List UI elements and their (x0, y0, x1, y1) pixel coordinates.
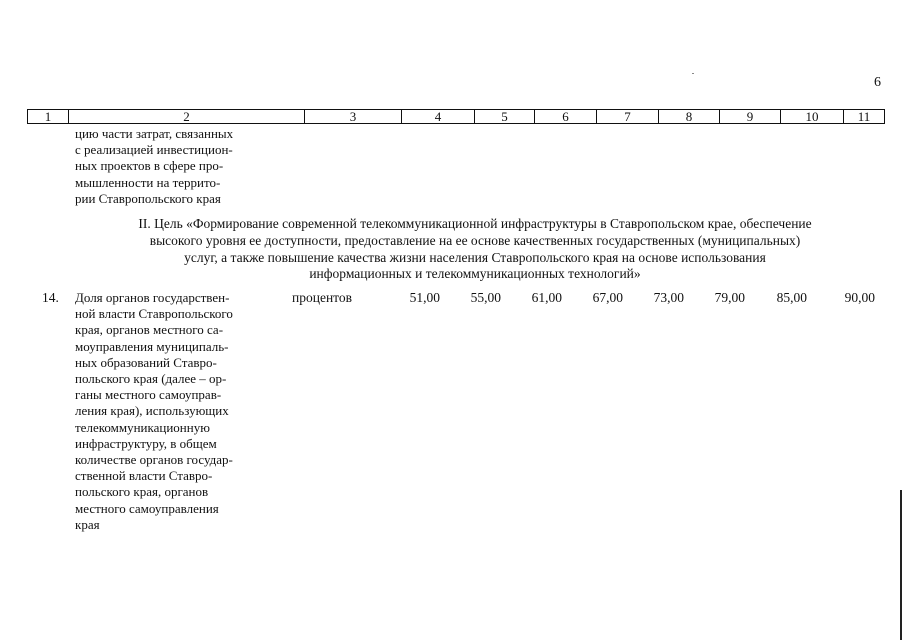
continuation-line: мышленности на террито- (75, 174, 221, 190)
description-line: ственной власти Ставро- (75, 468, 213, 484)
continuation-line: рии Ставропольского края (75, 190, 221, 206)
continuation-line: цию части затрат, связанных (75, 126, 234, 141)
header-col-8: 8 (659, 110, 720, 123)
value-col-9: 79,00 (714, 290, 745, 305)
header-col-1: 1 (28, 110, 69, 123)
description-line: польского края (далее – ор- (75, 371, 227, 387)
header-col-6: 6 (535, 110, 597, 123)
section-heading-line: высокого уровня ее доступности, предоставление на ее основе качественных государственных (муниципальных) (149, 232, 801, 248)
header-col-2: 2 (69, 110, 305, 123)
indicator-description (75, 290, 265, 533)
header-col-9: 9 (720, 110, 781, 123)
header-col-4: 4 (402, 110, 475, 123)
value-col-6: 61,00 (531, 290, 562, 305)
description-line: ления края), использующих (75, 403, 229, 419)
scan-edge-line (900, 490, 902, 640)
table-header-row (27, 109, 885, 124)
description-line: края (75, 516, 100, 532)
header-col-7: 7 (597, 110, 659, 123)
description-line: ганы местного самоуправ- (75, 387, 222, 403)
value-col-10: 85,00 (776, 290, 807, 305)
value-col-7: 67,00 (592, 290, 623, 305)
description-line: ной власти Ставропольского (75, 306, 233, 322)
description-line: телекоммуникационную (75, 419, 210, 435)
page-number: 6 (874, 75, 881, 90)
section-heading (80, 216, 870, 283)
description-line: края, органов местного са- (75, 322, 224, 338)
previous-indicator-continuation (75, 126, 265, 207)
header-col-10: 10 (781, 110, 844, 123)
header-col-3: 3 (305, 110, 402, 123)
description-line: количестве органов государ- (75, 452, 233, 468)
value-col-8: 73,00 (653, 290, 684, 305)
row-number: 14. (42, 290, 59, 305)
value-col-4: 51,00 (409, 290, 440, 305)
continuation-line: с реализацией инвестицион- (75, 142, 233, 158)
scan-dust-mark (692, 73, 694, 74)
header-col-11: 11 (857, 109, 871, 124)
description-line: местного самоуправления (75, 500, 219, 516)
continuation-line: ных проектов в сфере про- (75, 158, 224, 174)
header-col-5: 5 (475, 110, 535, 123)
description-line: моуправления муниципаль- (75, 338, 229, 354)
section-heading-line: информационных и телекоммуникационных технологий» (309, 266, 641, 282)
value-col-11: 90,00 (844, 290, 875, 305)
description-line: польского края, органов (75, 484, 209, 500)
value-col-5: 55,00 (470, 290, 501, 305)
section-heading-line: II. Цель «Формирование современной телекоммуникационной инфраструктуры в Ставропольском крае, обеспечение (138, 216, 812, 231)
section-heading-line: услуг, а также повышение качества жизни населения Ставропольского края на основе использования (184, 249, 766, 265)
description-line: ных образований Ставро- (75, 354, 217, 370)
unit-of-measure: процентов (292, 290, 353, 305)
description-line: инфраструктуру, в общем (75, 435, 217, 451)
description-line: Доля органов государствен- (75, 290, 230, 305)
